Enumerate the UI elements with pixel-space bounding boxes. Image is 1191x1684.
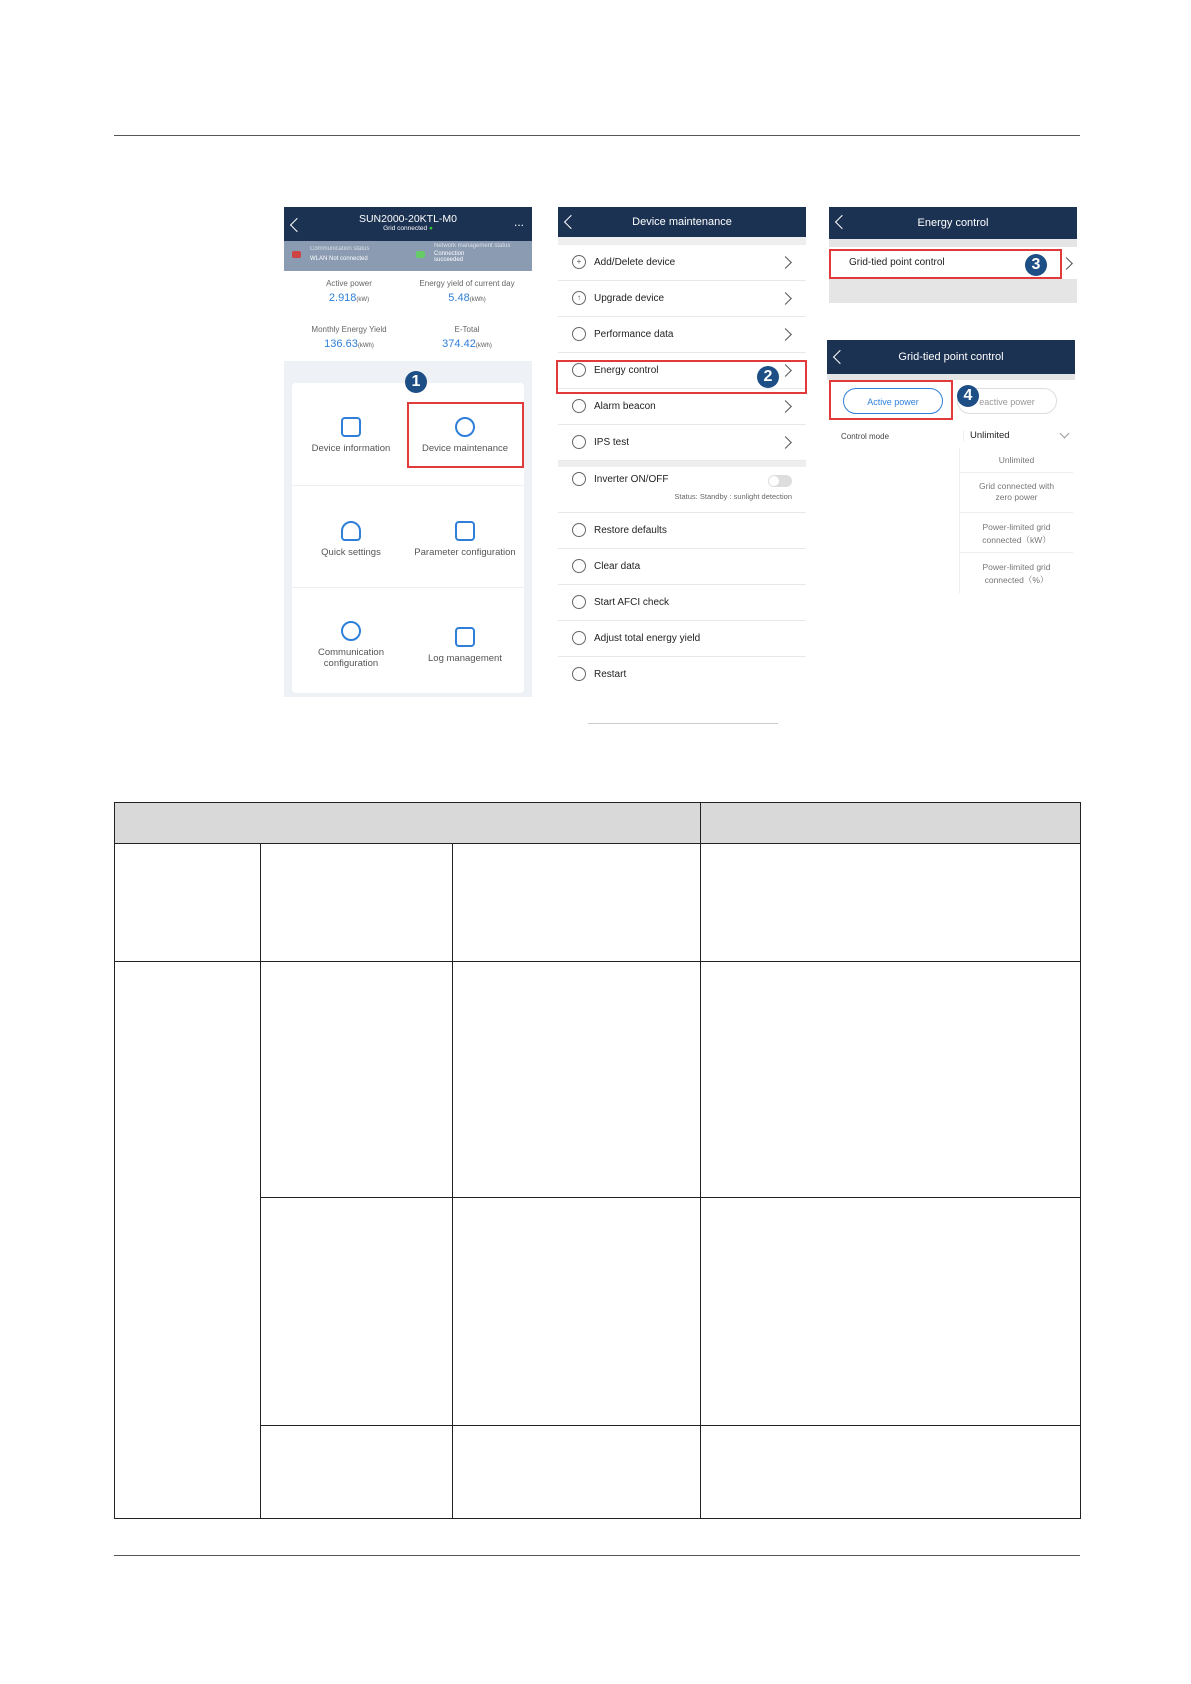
tile-divider (292, 485, 524, 486)
chevron-right-icon (779, 436, 792, 449)
table-cell (261, 1426, 453, 1519)
menu-energy-control[interactable]: Energy control (558, 353, 806, 389)
table-cell (453, 1198, 701, 1426)
chart-icon (572, 327, 586, 341)
stat-daily-yield: Energy yield of current day 5.48(kWh) (419, 279, 515, 304)
option-power-limited-percent[interactable]: Power-limited grid connected（%） (959, 553, 1073, 593)
clipboard-icon (341, 417, 361, 437)
more-icon[interactable]: ... (513, 215, 524, 229)
menu-adjust-total-energy-yield[interactable]: Adjust total energy yield (558, 621, 806, 657)
chevron-right-icon (779, 400, 792, 413)
table-cell (261, 962, 453, 1198)
menu-inverter-on-off[interactable]: Inverter ON/OFF Status: Standby : sunlight detection (558, 467, 806, 513)
network-icon (416, 251, 425, 258)
plus-icon: + (572, 255, 586, 269)
device-title: SUN2000-20KTL-M0 (358, 213, 458, 225)
inverter-toggle[interactable] (768, 475, 792, 487)
menu-gap (558, 237, 806, 245)
device-maintenance-screen (558, 207, 806, 687)
energy-control-title: Energy control (917, 217, 989, 229)
chevron-down-icon (1060, 429, 1070, 439)
lightning-icon (572, 631, 586, 645)
energy-control-header (829, 207, 1077, 239)
restart-icon (572, 667, 586, 681)
table-cell (261, 1198, 453, 1426)
table-row (115, 962, 1081, 1198)
menu-add-delete-device[interactable]: + Add/Delete device (558, 245, 806, 281)
list-icon (455, 627, 475, 647)
menu-restore-defaults[interactable]: Restore defaults (558, 513, 806, 549)
restore-icon (572, 523, 586, 537)
back-icon[interactable] (835, 215, 849, 229)
menu-ips-test[interactable]: IPS test (558, 425, 806, 461)
test-icon (572, 435, 586, 449)
step-badge-2: 2 (757, 366, 779, 388)
tab-reactive-power[interactable]: eactive power (957, 388, 1057, 414)
status-strip: Communication status WLAN Not connected Network management status Connection succeeded (284, 241, 532, 271)
upgrade-icon: ↑ (572, 291, 586, 305)
control-mode-select[interactable]: Unlimited (963, 430, 1075, 441)
tile-divider (292, 587, 524, 588)
tile-quick-settings[interactable]: Quick settings (292, 487, 410, 587)
hand-tap-icon (341, 521, 361, 541)
option-zero-power[interactable]: Grid connected with zero power (959, 473, 1073, 513)
tile-communication-configuration[interactable]: Communication configuration (292, 587, 410, 687)
table-cell (701, 962, 1081, 1198)
afci-icon (572, 595, 586, 609)
wlan-icon (292, 251, 301, 258)
control-mode-options (959, 448, 1073, 593)
footer-rule (114, 1555, 1080, 1556)
stat-e-total: E-Total 374.42(kWh) (442, 325, 492, 350)
menu-performance-data[interactable]: Performance data (558, 317, 806, 353)
stat-monthly-yield: Monthly Energy Yield 136.63(kWh) (311, 325, 387, 350)
table-header-cell (701, 803, 1081, 844)
grid-tied-point-control-screen (827, 340, 1075, 594)
globe-icon (341, 621, 361, 641)
menu-upgrade-device[interactable]: ↑ Upgrade device (558, 281, 806, 317)
tile-parameter-configuration[interactable]: Parameter configuration (406, 487, 524, 587)
table-header-cell (115, 803, 701, 844)
menu-alarm-beacon[interactable]: Alarm beacon (558, 389, 806, 425)
tile-log-management[interactable]: Log management (406, 587, 524, 687)
device-header (284, 207, 532, 241)
menu-gap (829, 239, 1077, 247)
header-rule (114, 135, 1080, 136)
back-icon[interactable] (833, 350, 847, 364)
option-unlimited[interactable]: Unlimited (959, 448, 1073, 473)
chevron-right-icon (1060, 257, 1073, 270)
menu-start-afci-check[interactable]: Start AFCI check (558, 585, 806, 621)
chevron-right-icon (779, 256, 792, 269)
highlight-device-maintenance (407, 402, 524, 468)
clear-icon (572, 559, 586, 573)
menu-gap (829, 279, 1077, 303)
option-power-limited-kw[interactable]: Power-limited grid connected（kW） (959, 513, 1073, 553)
chevron-right-icon (779, 292, 792, 305)
stats-area (284, 271, 532, 361)
device-status: Grid connected ● (383, 225, 433, 232)
table-cell (453, 1426, 701, 1519)
control-mode-label: Control mode (841, 432, 890, 441)
highlight-active-power-tab (829, 380, 953, 420)
menu-clear-data[interactable]: Clear data (558, 549, 806, 585)
step-badge-1: 1 (405, 371, 427, 393)
stat-active-power: Active power 2.918(kW) (326, 279, 372, 304)
grid-tied-header (827, 340, 1075, 374)
maintenance-header (558, 207, 806, 237)
table-cell (701, 1198, 1081, 1426)
table-cell (701, 1426, 1081, 1519)
chevron-right-icon (779, 328, 792, 341)
table-header-row (115, 803, 1081, 844)
menu-restart[interactable]: Restart (558, 657, 806, 687)
back-icon[interactable] (564, 215, 578, 229)
sliders-icon (455, 521, 475, 541)
power-icon (572, 472, 586, 486)
parameter-table (114, 802, 1081, 1519)
inverter-status-text: Status: Standby : sunlight detection (674, 492, 792, 501)
maintenance-title: Device maintenance (632, 216, 732, 228)
table-cell (701, 844, 1081, 962)
menu-grid-tied-point-control[interactable]: Grid-tied point control (829, 247, 1077, 279)
beacon-icon (572, 399, 586, 413)
table-cell (453, 844, 701, 962)
tile-device-information[interactable]: Device information (292, 383, 410, 483)
step-badge-4: 4 (957, 385, 979, 407)
home-indicator (588, 723, 778, 724)
table-cell (115, 844, 261, 962)
grid-tied-title: Grid-tied point control (898, 351, 1004, 363)
table-row (115, 844, 1081, 962)
table-cell (261, 844, 453, 962)
table-cell (453, 962, 701, 1198)
step-badge-3: 3 (1025, 254, 1047, 276)
tab-active-power[interactable]: Active power (843, 388, 943, 414)
tile-device-maintenance[interactable]: Device maintenance (406, 383, 524, 483)
table-cell (115, 962, 261, 1519)
